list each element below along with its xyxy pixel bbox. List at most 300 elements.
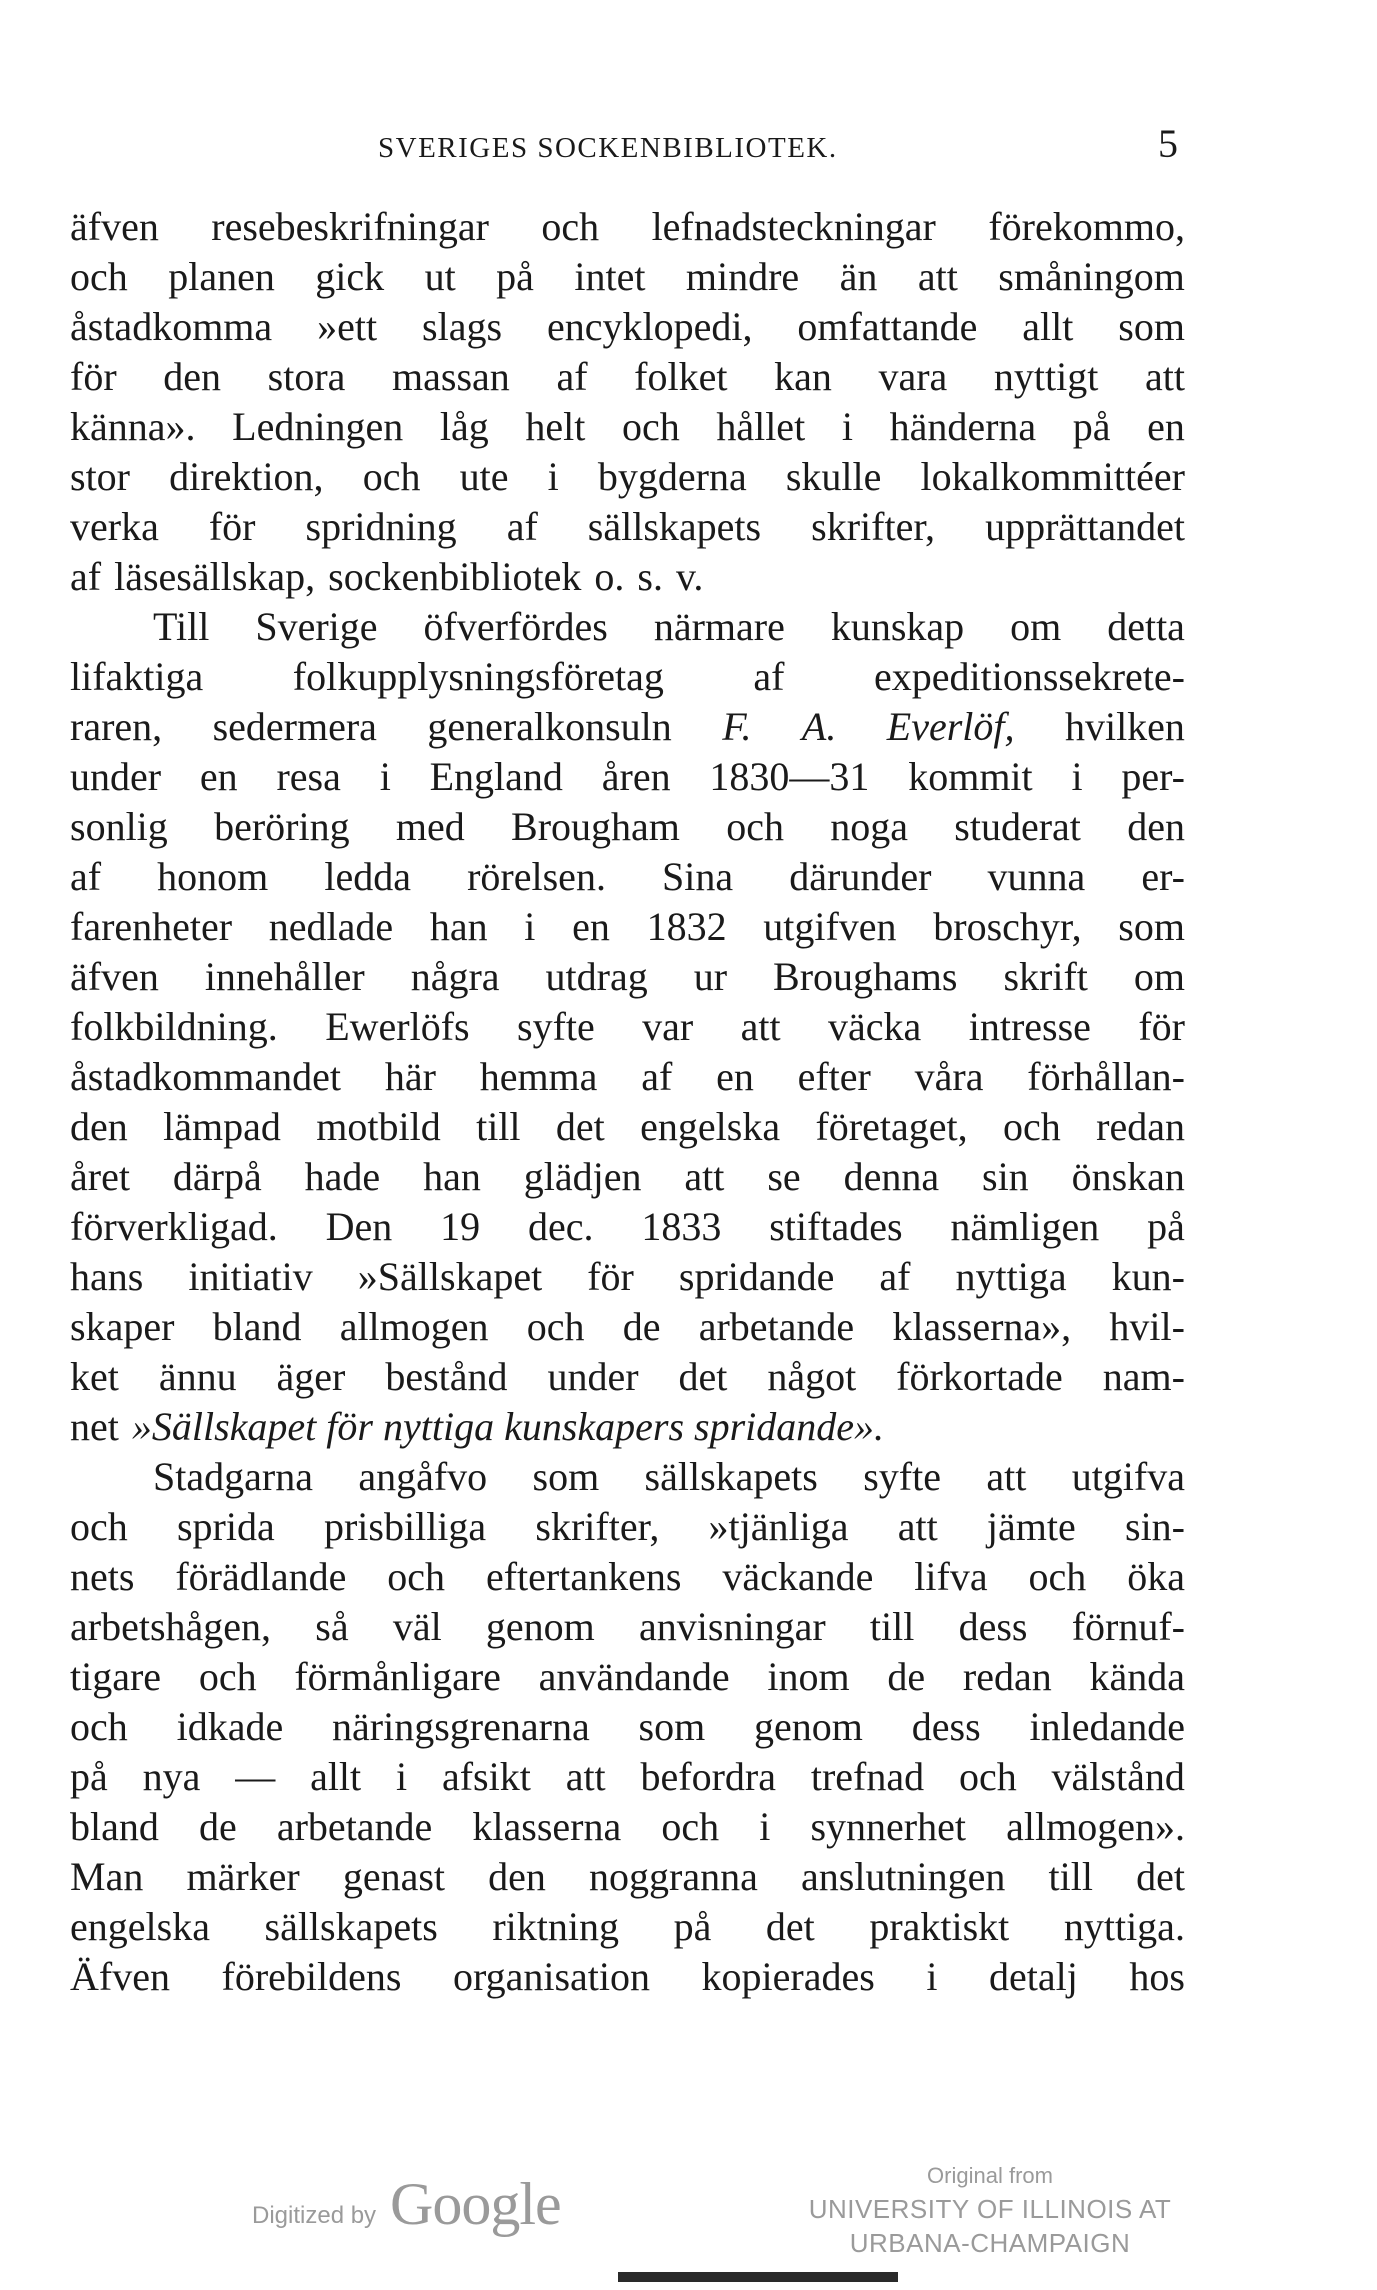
word: om <box>1010 604 1062 649</box>
word: hos <box>1129 1954 1185 1999</box>
word: vunna <box>987 854 1086 899</box>
word: näringsgrenarna <box>332 1704 590 1749</box>
word: glädjen <box>523 1154 642 1199</box>
text-line <box>70 1852 1185 1902</box>
word: Everlöf, <box>886 704 1015 749</box>
word: på <box>1147 1204 1185 1249</box>
word: per- <box>1121 754 1185 799</box>
word: se <box>767 1154 801 1199</box>
word: åren <box>601 754 671 799</box>
page-number: 5 <box>1158 121 1178 166</box>
word: syfte <box>863 1454 941 1499</box>
word: idkade <box>176 1704 284 1749</box>
word: i <box>1071 754 1083 799</box>
word: våra <box>914 1054 984 1099</box>
source-attribution <box>780 2160 1200 2260</box>
word: noga <box>830 804 908 849</box>
text-line <box>70 1002 1185 1052</box>
word: Den <box>325 1204 393 1249</box>
word: till <box>1048 1854 1093 1899</box>
word: känna». <box>70 404 196 449</box>
text-line <box>70 1102 1185 1152</box>
word: hvil- <box>1109 1304 1185 1349</box>
word: i <box>841 404 853 449</box>
word: ledda <box>324 854 412 899</box>
word: genom <box>485 1604 595 1649</box>
word: hemma <box>479 1054 598 1099</box>
running-head <box>0 120 1377 170</box>
word: ket <box>70 1354 119 1399</box>
word: som <box>1118 304 1185 349</box>
word: på <box>1072 404 1111 449</box>
word: att <box>917 254 958 299</box>
word: kun- <box>1111 1254 1185 1299</box>
word: de <box>622 1304 661 1349</box>
text-line <box>70 302 1185 352</box>
word: tigare <box>70 1654 162 1699</box>
word: och <box>70 1504 128 1549</box>
word: med <box>395 804 465 849</box>
word: angåfvo <box>358 1454 488 1499</box>
text-line <box>70 1552 1185 1602</box>
word: äfven <box>70 954 159 999</box>
word: net <box>70 1404 119 1449</box>
word: nedlade <box>268 904 394 949</box>
word: verka <box>70 504 159 549</box>
word: anslutningen <box>801 1854 1006 1899</box>
word: märker <box>186 1854 300 1899</box>
word: riktning <box>492 1904 620 1949</box>
word: skrift <box>1003 954 1088 999</box>
word: »tjänliga <box>708 1504 849 1549</box>
word: var <box>642 1004 694 1049</box>
word: småningom <box>998 254 1185 299</box>
word: att <box>565 1754 606 1799</box>
word: Brougham <box>511 804 680 849</box>
word: nyttiga <box>955 1254 1067 1299</box>
word: att <box>740 1004 781 1049</box>
word: stor <box>70 454 130 499</box>
text-line <box>70 1452 1185 1502</box>
word: utgifva <box>1071 1454 1185 1499</box>
word: 1830—31 <box>709 754 870 799</box>
text-line <box>70 1252 1185 1302</box>
bottom-scan-rule <box>618 2272 898 2282</box>
word: en <box>1147 404 1185 449</box>
text-line <box>70 1952 1185 2002</box>
word: arbetshågen, <box>70 1604 272 1649</box>
word: de <box>887 1654 926 1699</box>
word: lifaktiga <box>70 654 204 699</box>
word: han <box>423 1154 481 1199</box>
word: England <box>429 754 563 799</box>
text-line <box>70 1802 1185 1852</box>
word: denna <box>843 1154 940 1199</box>
word: hvilken <box>1064 704 1185 749</box>
word: eftertankens <box>485 1554 682 1599</box>
word: kunskap <box>830 604 965 649</box>
word: beröring <box>214 804 350 849</box>
word: åstadkomma <box>70 304 273 349</box>
word: i <box>524 904 536 949</box>
word: kommit <box>908 754 1033 799</box>
text-line <box>70 702 1185 752</box>
word: klasserna <box>472 1804 622 1849</box>
word: gick <box>315 254 385 299</box>
word: till <box>869 1604 915 1649</box>
word: praktiskt <box>869 1904 1010 1949</box>
word: sedermera <box>212 704 377 749</box>
word: allmogen». <box>1006 1804 1185 1849</box>
word: synnerhet <box>810 1804 966 1849</box>
word: och <box>958 1754 1017 1799</box>
word: en <box>199 754 238 799</box>
word: Ledningen <box>232 404 404 449</box>
text-line <box>70 652 1185 702</box>
word: omfattande <box>797 304 978 349</box>
word: Ewerlöfs <box>325 1004 470 1049</box>
word: initiativ <box>188 1254 313 1299</box>
text-line <box>70 252 1185 302</box>
word: att <box>986 1454 1027 1499</box>
word: F. <box>722 704 752 749</box>
word: af <box>753 654 785 699</box>
word: och <box>526 1304 585 1349</box>
original-from-label: Original from <box>927 2163 1053 2188</box>
word: — <box>235 1754 276 1799</box>
word: väl <box>392 1604 442 1649</box>
word: befordra <box>640 1754 776 1799</box>
word: förebildens <box>221 1954 402 1999</box>
word: öka <box>1127 1554 1185 1599</box>
word: arbetande <box>276 1804 433 1849</box>
word: skulle <box>785 454 882 499</box>
word: nets <box>70 1554 135 1599</box>
word: förnuf- <box>1071 1604 1185 1649</box>
word: en <box>572 904 610 949</box>
word: om <box>1133 954 1185 999</box>
word: folkbildning. <box>70 1004 278 1049</box>
word: motbild <box>316 1104 441 1149</box>
word: slags <box>422 304 503 349</box>
word: och <box>70 254 128 299</box>
word: noggranna <box>589 1854 758 1899</box>
word: som <box>1118 904 1185 949</box>
word: och <box>661 1804 720 1849</box>
text-line <box>70 1402 1185 1452</box>
text-line <box>70 802 1185 852</box>
word: äger <box>276 1354 346 1399</box>
word: det <box>678 1354 728 1399</box>
word: skaper <box>70 1304 175 1349</box>
word: generalkonsuln <box>427 704 672 749</box>
word: sin- <box>1125 1504 1185 1549</box>
word: stiftades <box>769 1204 903 1249</box>
word: 19 <box>440 1204 481 1249</box>
word: dess <box>958 1604 1028 1649</box>
text-line <box>70 1752 1185 1802</box>
text-line <box>70 1602 1185 1652</box>
word: intresse <box>968 1004 1091 1049</box>
word: broschyr, <box>933 904 1082 949</box>
word: hållet <box>716 404 806 449</box>
word: utgifven <box>763 904 897 949</box>
word: planen <box>168 254 275 299</box>
word: helt <box>525 404 586 449</box>
text-line <box>70 852 1185 902</box>
word: låg <box>439 404 489 449</box>
word: året <box>70 1154 130 1199</box>
word: något <box>767 1354 857 1399</box>
word: sonlig <box>70 804 168 849</box>
word: »Sällskapet för nyttiga kunskapers spridande». <box>131 1404 885 1449</box>
word: sällskapets <box>264 1904 438 1949</box>
word: innehåller <box>204 954 365 999</box>
word: ännu <box>158 1354 237 1399</box>
word: engelska <box>640 1104 781 1149</box>
word: allmogen <box>339 1304 489 1349</box>
word: välstånd <box>1051 1754 1185 1799</box>
word: folkupplysningsföretag <box>292 654 664 699</box>
word: sällskapets <box>587 504 762 549</box>
word: honom <box>157 854 269 899</box>
word: att <box>684 1154 725 1199</box>
word: af <box>70 554 102 599</box>
word: af <box>556 354 588 399</box>
word: förverkligad. <box>70 1204 278 1249</box>
word: lämpad <box>163 1104 281 1149</box>
word: han <box>429 904 488 949</box>
word: i <box>759 1804 771 1849</box>
word: en <box>716 1054 754 1099</box>
word: ute <box>459 454 509 499</box>
word: utdrag <box>545 954 648 999</box>
word: i <box>379 754 391 799</box>
text-line <box>70 502 1185 552</box>
word: mindre <box>685 254 800 299</box>
word: och <box>621 404 680 449</box>
word: och <box>541 204 600 249</box>
word: sin <box>982 1154 1029 1199</box>
word: önskan <box>1071 1154 1185 1199</box>
word: nam- <box>1102 1354 1185 1399</box>
word: skrifter, <box>811 504 936 549</box>
word: och <box>726 804 784 849</box>
text-line <box>70 1152 1185 1202</box>
word: resebeskrifningar <box>211 204 489 249</box>
word: på <box>673 1904 712 1949</box>
word: Broughams <box>773 954 958 999</box>
text-line <box>70 952 1185 1002</box>
word: de <box>198 1804 237 1849</box>
word: genom <box>754 1704 863 1749</box>
word: och <box>198 1654 257 1699</box>
word: nyttigt <box>993 354 1099 399</box>
word: närmare <box>653 604 785 649</box>
word: den <box>1127 804 1185 849</box>
word: åstadkommandet <box>70 1054 342 1099</box>
word: kända <box>1089 1654 1185 1699</box>
word: och <box>362 454 421 499</box>
word: af <box>641 1054 673 1099</box>
word: inom <box>767 1654 850 1699</box>
word: Sverige <box>255 604 378 649</box>
word: för <box>587 1254 634 1299</box>
word: för <box>70 354 117 399</box>
word: den <box>163 354 222 399</box>
word: förhållan- <box>1027 1054 1185 1099</box>
word: dess <box>911 1704 981 1749</box>
word: Äfven <box>70 1954 170 1999</box>
word: 1833 <box>641 1204 722 1249</box>
word: Sina <box>662 854 734 899</box>
word: på <box>70 1754 108 1799</box>
word: vara <box>878 354 948 399</box>
word: detalj <box>988 1954 1078 1999</box>
word: detta <box>1107 604 1185 649</box>
text-line <box>70 1902 1185 1952</box>
word: så <box>315 1604 349 1649</box>
word: den <box>70 1104 128 1149</box>
body-text <box>70 202 1185 2002</box>
word: redan <box>962 1654 1052 1699</box>
word: i <box>547 454 559 499</box>
word: nämligen <box>950 1204 1100 1249</box>
word: prisbilliga <box>323 1504 487 1549</box>
word: spridning <box>305 504 457 549</box>
word: förädlande <box>175 1554 347 1599</box>
word: det <box>555 1104 605 1149</box>
word: hans <box>70 1254 144 1299</box>
word: farenheter <box>70 904 233 949</box>
word: väcka <box>828 1004 922 1049</box>
word: väckande <box>722 1554 874 1599</box>
word: bland <box>212 1304 302 1349</box>
word: organisation <box>452 1954 650 1999</box>
word: engelska <box>70 1904 210 1949</box>
word: i <box>926 1954 938 1999</box>
word: därunder <box>789 854 932 899</box>
word: hade <box>304 1154 381 1199</box>
institution-line-2: URBANA-CHAMPAIGN <box>849 2228 1131 2258</box>
word: än <box>839 254 878 299</box>
running-title: SVERIGES SOCKENBIBLIOTEK. <box>378 132 838 164</box>
word: syfte <box>517 1004 595 1049</box>
text-line <box>70 1652 1185 1702</box>
word: här <box>384 1054 436 1099</box>
word: för <box>208 504 256 549</box>
word: lokalkommittéer <box>920 454 1185 499</box>
text-line <box>70 452 1185 502</box>
word: anvisningar <box>639 1604 826 1649</box>
word: till <box>476 1104 521 1149</box>
word: förmånligare <box>294 1654 501 1699</box>
word: Till <box>153 604 210 649</box>
word: händerna <box>889 404 1037 449</box>
word: v. <box>676 554 704 599</box>
word: arbetande <box>698 1304 855 1349</box>
word: läsesällskap, <box>114 554 316 599</box>
word: bland <box>70 1804 159 1849</box>
word: »Sällskapet <box>357 1254 543 1299</box>
word: af <box>879 1254 911 1299</box>
word: direktion, <box>169 454 324 499</box>
text-line <box>70 902 1185 952</box>
word: stora <box>267 354 346 399</box>
word: upprättandet <box>985 504 1185 549</box>
word: dec. <box>527 1204 594 1249</box>
word: det <box>1136 1854 1185 1899</box>
text-line <box>70 1202 1185 1252</box>
word: sockenbibliotek <box>328 554 582 599</box>
google-logo: Google <box>390 2171 561 2237</box>
word: skrifter, <box>535 1504 660 1549</box>
word: s. <box>637 554 663 599</box>
word: under <box>70 754 162 799</box>
word: kan <box>774 354 832 399</box>
word: i <box>396 1754 408 1799</box>
word: Stadgarna <box>153 1454 313 1499</box>
word: genast <box>342 1854 446 1899</box>
text-line <box>70 1502 1185 1552</box>
word: lifva <box>914 1554 988 1599</box>
text-line <box>70 202 1185 252</box>
word: och <box>387 1554 446 1599</box>
word: klasserna», <box>892 1304 1072 1349</box>
word: resa <box>276 754 341 799</box>
word: redan <box>1096 1104 1185 1149</box>
text-line <box>70 752 1185 802</box>
word: och <box>1028 1554 1087 1599</box>
word: bygderna <box>597 454 747 499</box>
word: »ett <box>317 304 378 349</box>
text-line <box>70 1352 1185 1402</box>
word: äfven <box>70 204 159 249</box>
word: bestånd <box>385 1354 508 1399</box>
word: användande <box>538 1654 730 1699</box>
word: att <box>897 1504 938 1549</box>
word: expeditionssekrete- <box>873 654 1185 699</box>
word: folket <box>634 354 728 399</box>
word: af <box>70 854 102 899</box>
word: encyklopedi, <box>546 304 753 349</box>
word: A. <box>801 704 837 749</box>
word: afsikt <box>441 1754 531 1799</box>
word: det <box>765 1904 815 1949</box>
word: trefnad <box>810 1754 925 1799</box>
text-line <box>70 1052 1185 1102</box>
word: några <box>410 954 500 999</box>
text-line <box>70 1302 1185 1352</box>
word: kopierades <box>701 1954 875 1999</box>
word: öfverfördes <box>423 604 608 649</box>
word: Man <box>70 1854 144 1899</box>
institution-line-1: UNIVERSITY OF ILLINOIS AT <box>808 2194 1172 2224</box>
word: den <box>488 1854 546 1899</box>
word: inledande <box>1029 1704 1185 1749</box>
text-line <box>70 602 1185 652</box>
digitized-by-label: Digitized by <box>252 2202 377 2229</box>
word: nyttiga. <box>1063 1904 1185 1949</box>
word: företaget, <box>815 1104 968 1149</box>
word: 1832 <box>646 904 727 949</box>
word: som <box>532 1454 600 1499</box>
word: massan <box>392 354 510 399</box>
word: studerat <box>954 804 1081 849</box>
word: och <box>1003 1104 1061 1149</box>
word: och <box>70 1704 128 1749</box>
word: därpå <box>172 1154 262 1199</box>
